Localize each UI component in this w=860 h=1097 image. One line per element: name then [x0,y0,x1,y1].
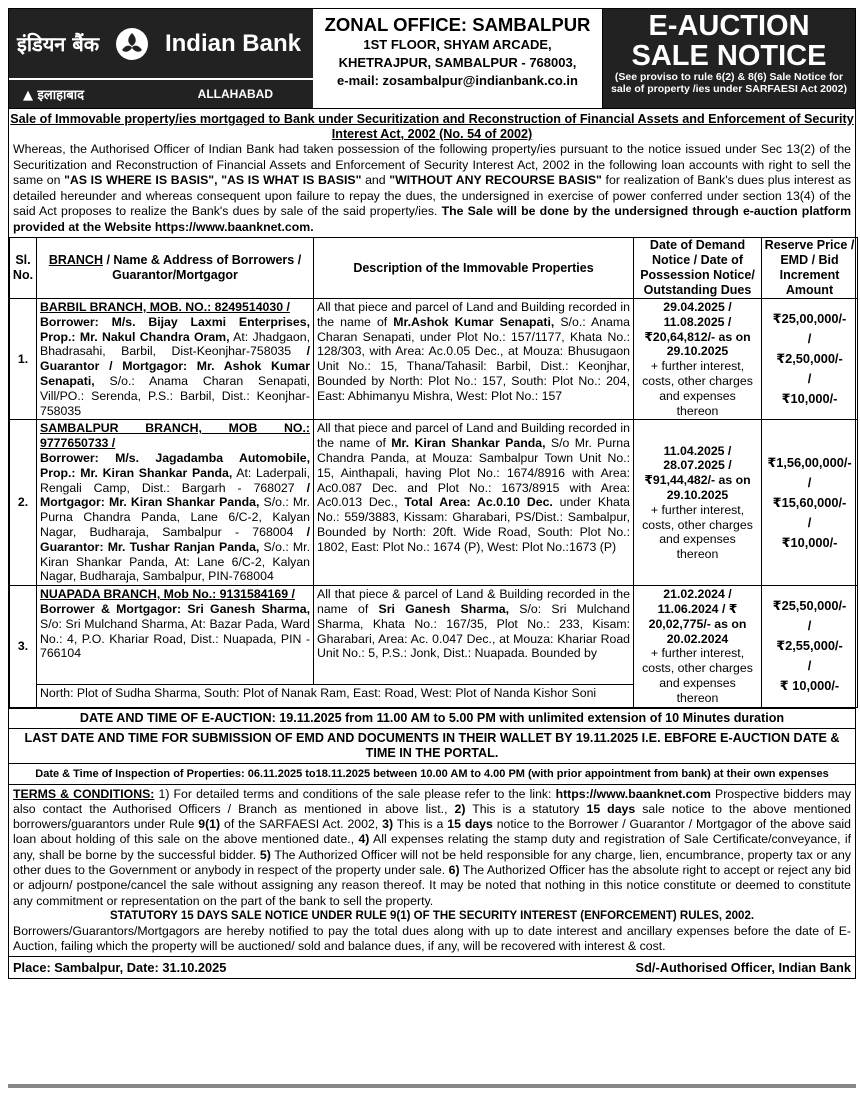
statutory-text: Borrowers/Guarantors/Mortgagors are hereby notified to pay the total dues along with up to date interest and ancillary expenses before the date of E-Auction, failing which the property will be auctioned/ sold and balance dues, if any, will be recovered with interest & cost. [13,923,851,954]
notice-title-1: E-AUCTION [648,10,810,42]
logo-english: Indian Bank [164,29,301,57]
property-table [9,237,858,708]
row-amounts: ₹25,50,000/- / ₹2,55,000/- / ₹ 10,000/- [762,586,858,707]
sale-notice [8,8,856,979]
zonal-office-block [313,9,603,108]
row-sl: 2. [10,420,37,586]
zone-email: e-mail: zosambalpur@indianbank.co.in [337,73,578,88]
zone-address-1: 1ST FLOOR, SHYAM ARCADE, [363,37,552,52]
row-amounts: ₹25,00,000/- / ₹2,50,000/- / ₹10,000/- [762,299,858,420]
signatory: Sd/-Authorised Officer, Indian Bank [635,960,851,976]
zone-address-2: KHETRAJPUR, SAMBALPUR - 768003, [338,55,577,70]
row-sl: 1. [10,299,37,420]
header-reserve: Reserve Price / EMD / Bid Increment Amount [762,238,858,299]
header-description: Description of the Immovable Properties [314,238,634,299]
logo-sub-english: ALLAHABAD [197,87,273,101]
row-amounts: ₹1,56,00,000/- / ₹15,60,000/- / ₹10,000/- [762,420,858,586]
bottom-rule [8,1084,856,1088]
row-sl: 3. [10,586,37,707]
terms-and-conditions: TERMS & CONDITIONS: 1) For detailed terms and conditions of the sale please refer to the link: https://www.baanknet.com Prospective bidders may also contact the Authorised Officers / Branch as mentioned in above list., 2) This is a statutory 15 days sale notice to the above mentioned borrowers/guarantors under Rule 9(1) of the SARFAESI Act. 2002, 3) This is a 15 days notice to the Borrower / Guarantor / Mortgagor of the above said loan about holding of this sale on the above mentioned date., 4) All expenses relating the stamp duty and registration of Sale Certificate/conveyance, if any, shall be borne by the successful bidder. 5) The Authorized Officer will not be held responsible for any charge, lien, encumbrance, property tax or any other dues to the Government or anybody in respect of the property under sale. 6) The Authorized Officer has the absolute right to accept or reject any bid or adjourn/ postpone/cancel the sale without assigning any reason thereof. It may be noted that nothing in this notice constitute or deemed to constitute any commitment or representation on the part of the bank to sell the property. STATUTORY 15 DAYS SALE NOTICE UNDER RULE 9(1) OF THE SECURITY INTEREST (ENFORCEMENT) RULES, 2002. Borrowers/Guarantors/Mortgagors are hereby notified to pay the total dues along with up to date interest and ancillary expenses before the date of E-Auction, failing which the property will be auctioned/ sold and balance dues, if any, will be recovered with interest & cost. [9,784,855,957]
intro-paragraph: Whereas, the Authorised Officer of Indian Bank had taken possession of the following property/ies pursuant to the notice issued under Sec 13(2) of the Securitization and Reconstruction of Financial Assets and Enforcement of Security Interest Act, 2002 in the following loan accounts with right to sell the same on "AS IS WHERE IS BASIS", "AS IS WHAT IS BASIS" and "WITHOUT ANY RECOURSE BASIS" for realization of Bank's dues plus interest as detailed hereunder and whereas consequent upon failure to repay the dues, the undersigned in exercise of power conferred under section 13(4) of the said Act proposes to realize the Bank's dues by sale of the said property/ies. The Sale will be done by the undersigned through e-auction platform provided at the Website https://www.baanknet.com. [13,142,851,234]
header-dates: Date of Demand Notice / Date of Possession Notice/ Outstanding Dues [634,238,762,299]
row-borrower: SAMBALPUR BRANCH, MOB NO.: 9777650733 / Borrower: M/s. Jagadamba Automobile, Prop.: Mr. Kiran Shankar Panda, At: Laderpali, Rengali Camp, Dist.: Bargarh - 768027 / Mortgagor: Mr. Kiran Shankar Panda, S/o.: Mr. Purna Chandra Panda, Lane 6/C-2, Kalyan Nagar, Budharaja, Sambalpur - 768004 / Guarantor: Mr. Tushar Ranjan Panda, S/o.: Mr. Kiran Shankar Panda, At: Lane 6/C-2, Kalyan Nagar, Budharaja, Sambalpur, PIN-768004 [37,420,314,586]
statutory-heading: STATUTORY 15 DAYS SALE NOTICE UNDER RULE 9(1) OF THE SECURITY INTEREST (ENFORCEMENT) RULES, 2002. [109,909,755,922]
row-dues: 29.04.2025 / 11.08.2025 / ₹20,64,812/- as on 29.10.2025 + further interest, costs, other charges and expenses thereon [634,299,762,420]
notice-subject: Sale of Immovable property/ies mortgaged to Bank under Securitization and Reconstruction of Financial Assets and Enforcement of Security Interest Act, 2002 (No. 54 of 2002) [10,112,854,141]
table-row [10,586,858,685]
zone-title: ZONAL OFFICE: SAMBALPUR [324,14,591,35]
bank-logo [9,9,313,108]
row-dues: 11.04.2025 / 28.07.2025 / ₹91,44,482/- as on 29.10.2025 + further interest, costs, other charges and expenses thereon [634,420,762,586]
inspection-schedule: Date & Time of Inspection of Properties: 06.11.2025 to18.11.2025 between 10.00 AM to 4.00 PM (with prior appointment from bank) at their own expenses [9,763,855,784]
row-dues: 21.02.2024 / 11.06.2024 / ₹ 20,02,775/- as on 20.02.2024 + further interest, costs, other charges and expenses thereon [634,586,762,707]
row-description: All that piece & parcel of Land & Building recorded in the name of Sri Ganesh Sharma, S/o: Sri Mulchand Sharma, Khata No.: 167/35, Plot No.: 233, Kisam: Gharabari, Area: Ac. 0.047 Dec., at Mouza: Khariar Road Unit No.: 5, P.S.: Jonk, Dist.: Nuapada. Bounded by [314,586,634,685]
website-link[interactable]: https://www.baanknet.com [555,786,711,801]
header-sl: Sl. No. [10,238,37,299]
terms-heading: TERMS & CONDITIONS: [13,786,155,801]
table-header-row [10,238,858,299]
notice-title-2: SALE NOTICE [631,40,827,72]
header-branch: BRANCH / Name & Address of Borrowers / Guarantor/Mortgagor [37,238,314,299]
place-date: Place: Sambalpur, Date: 31.10.2025 [13,960,227,976]
row-bounds: North: Plot of Sudha Sharma, South: Plot of Nanak Ram, East: Road, West: Plot of Nanda Kishor Soni [37,685,634,707]
table-row [10,299,858,420]
emd-deadline: LAST DATE AND TIME FOR SUBMISSION OF EMD AND DOCUMENTS IN THEIR WALLET BY 19.11.2025 I.E. EBFORE E-AUCTION DATE & TIME IN THE PORTAL. [9,728,855,763]
row-description: All that piece and parcel of Land and Building recorded in the name of Mr.Ashok Kumar Senapati, S/o.: Anama Charan Senapati, under Plot No.: 157/1177, Khata No.: 128/303, with Area: Ac.0.05 Dec., at Mouza: Bhusugaon Unit No.: 15, Thana/Tahasil: Barbil, Dist.: Keonjhar, Bounded by North: Plot No.: 157, South: Plot No.: 204, East: Abhimanyu Mishra, West: Plot No.: 157 [314,299,634,420]
logo-sub-hindi: ▲ इलाहाबाद [23,88,85,103]
row-borrower: NUAPADA BRANCH, Mob No.: 9131584169 / Borrower & Mortgagor: Sri Ganesh Sharma, S/o: Sri Mulchand Sharma, At: Bazar Pada, Ward No.: 4, P.O. Khariar Road, Dist.: Nuapada, PIN - 766104 [37,586,314,685]
row-description: All that piece and parcel of Land and Building recorded in the name of Mr. Kiran Shankar Panda, S/o Mr. Purna Chandra Panda, at Mouza: Sambalpur Town Unit No.: 15, Ainthapali, having Plot No.: 1674/8916 with Area: Ac0.087 Dec. and Plot No.: 1673/8915 with Area: Ac0.013 Dec., Total Area: Ac.0.10 Dec. under Khata No.: 559/3883, Kissam: Gharabari, PS/Dist.: Sambalpur, Bounded by North: 20ft. Wide Road, South: Plot No.: 1802, East: Plot No.: 1674 (P), West: Plot No.:1673 (P) [314,420,634,586]
notice-title-block [603,9,855,108]
table-row [10,420,858,586]
auction-date: DATE AND TIME OF E-AUCTION: 19.11.2025 from 11.00 AM to 5.00 PM with unlimited extension of 10 Minutes duration [9,708,855,728]
bank-emblem-icon [115,27,149,61]
notice-subtitle: (See proviso to rule 6(2) & 8(6) Sale Notice for sale of property /ies under SARFAESI Act 2002) [611,71,847,95]
row-borrower: BARBIL BRANCH, MOB. NO.: 8249514030 / Borrower: M/s. Bijay Laxmi Enterprises, Prop.: Mr. Nakul Chandra Oram, At: Jhadgaon, Bhadrasahi, Barbil, Dist-Keonjhar-758035 / Guarantor / Mortgagor: Mr. Ashok Kumar Senapati, S/o.: Anama Charan Senapati, Vill/PO.: Serenda, P.S.: Barbil, Dist.: Keonjhar-758035 [37,299,314,420]
logo-hindi: इंडियन बैंक [17,32,100,56]
header [9,9,855,109]
footer [9,956,855,978]
